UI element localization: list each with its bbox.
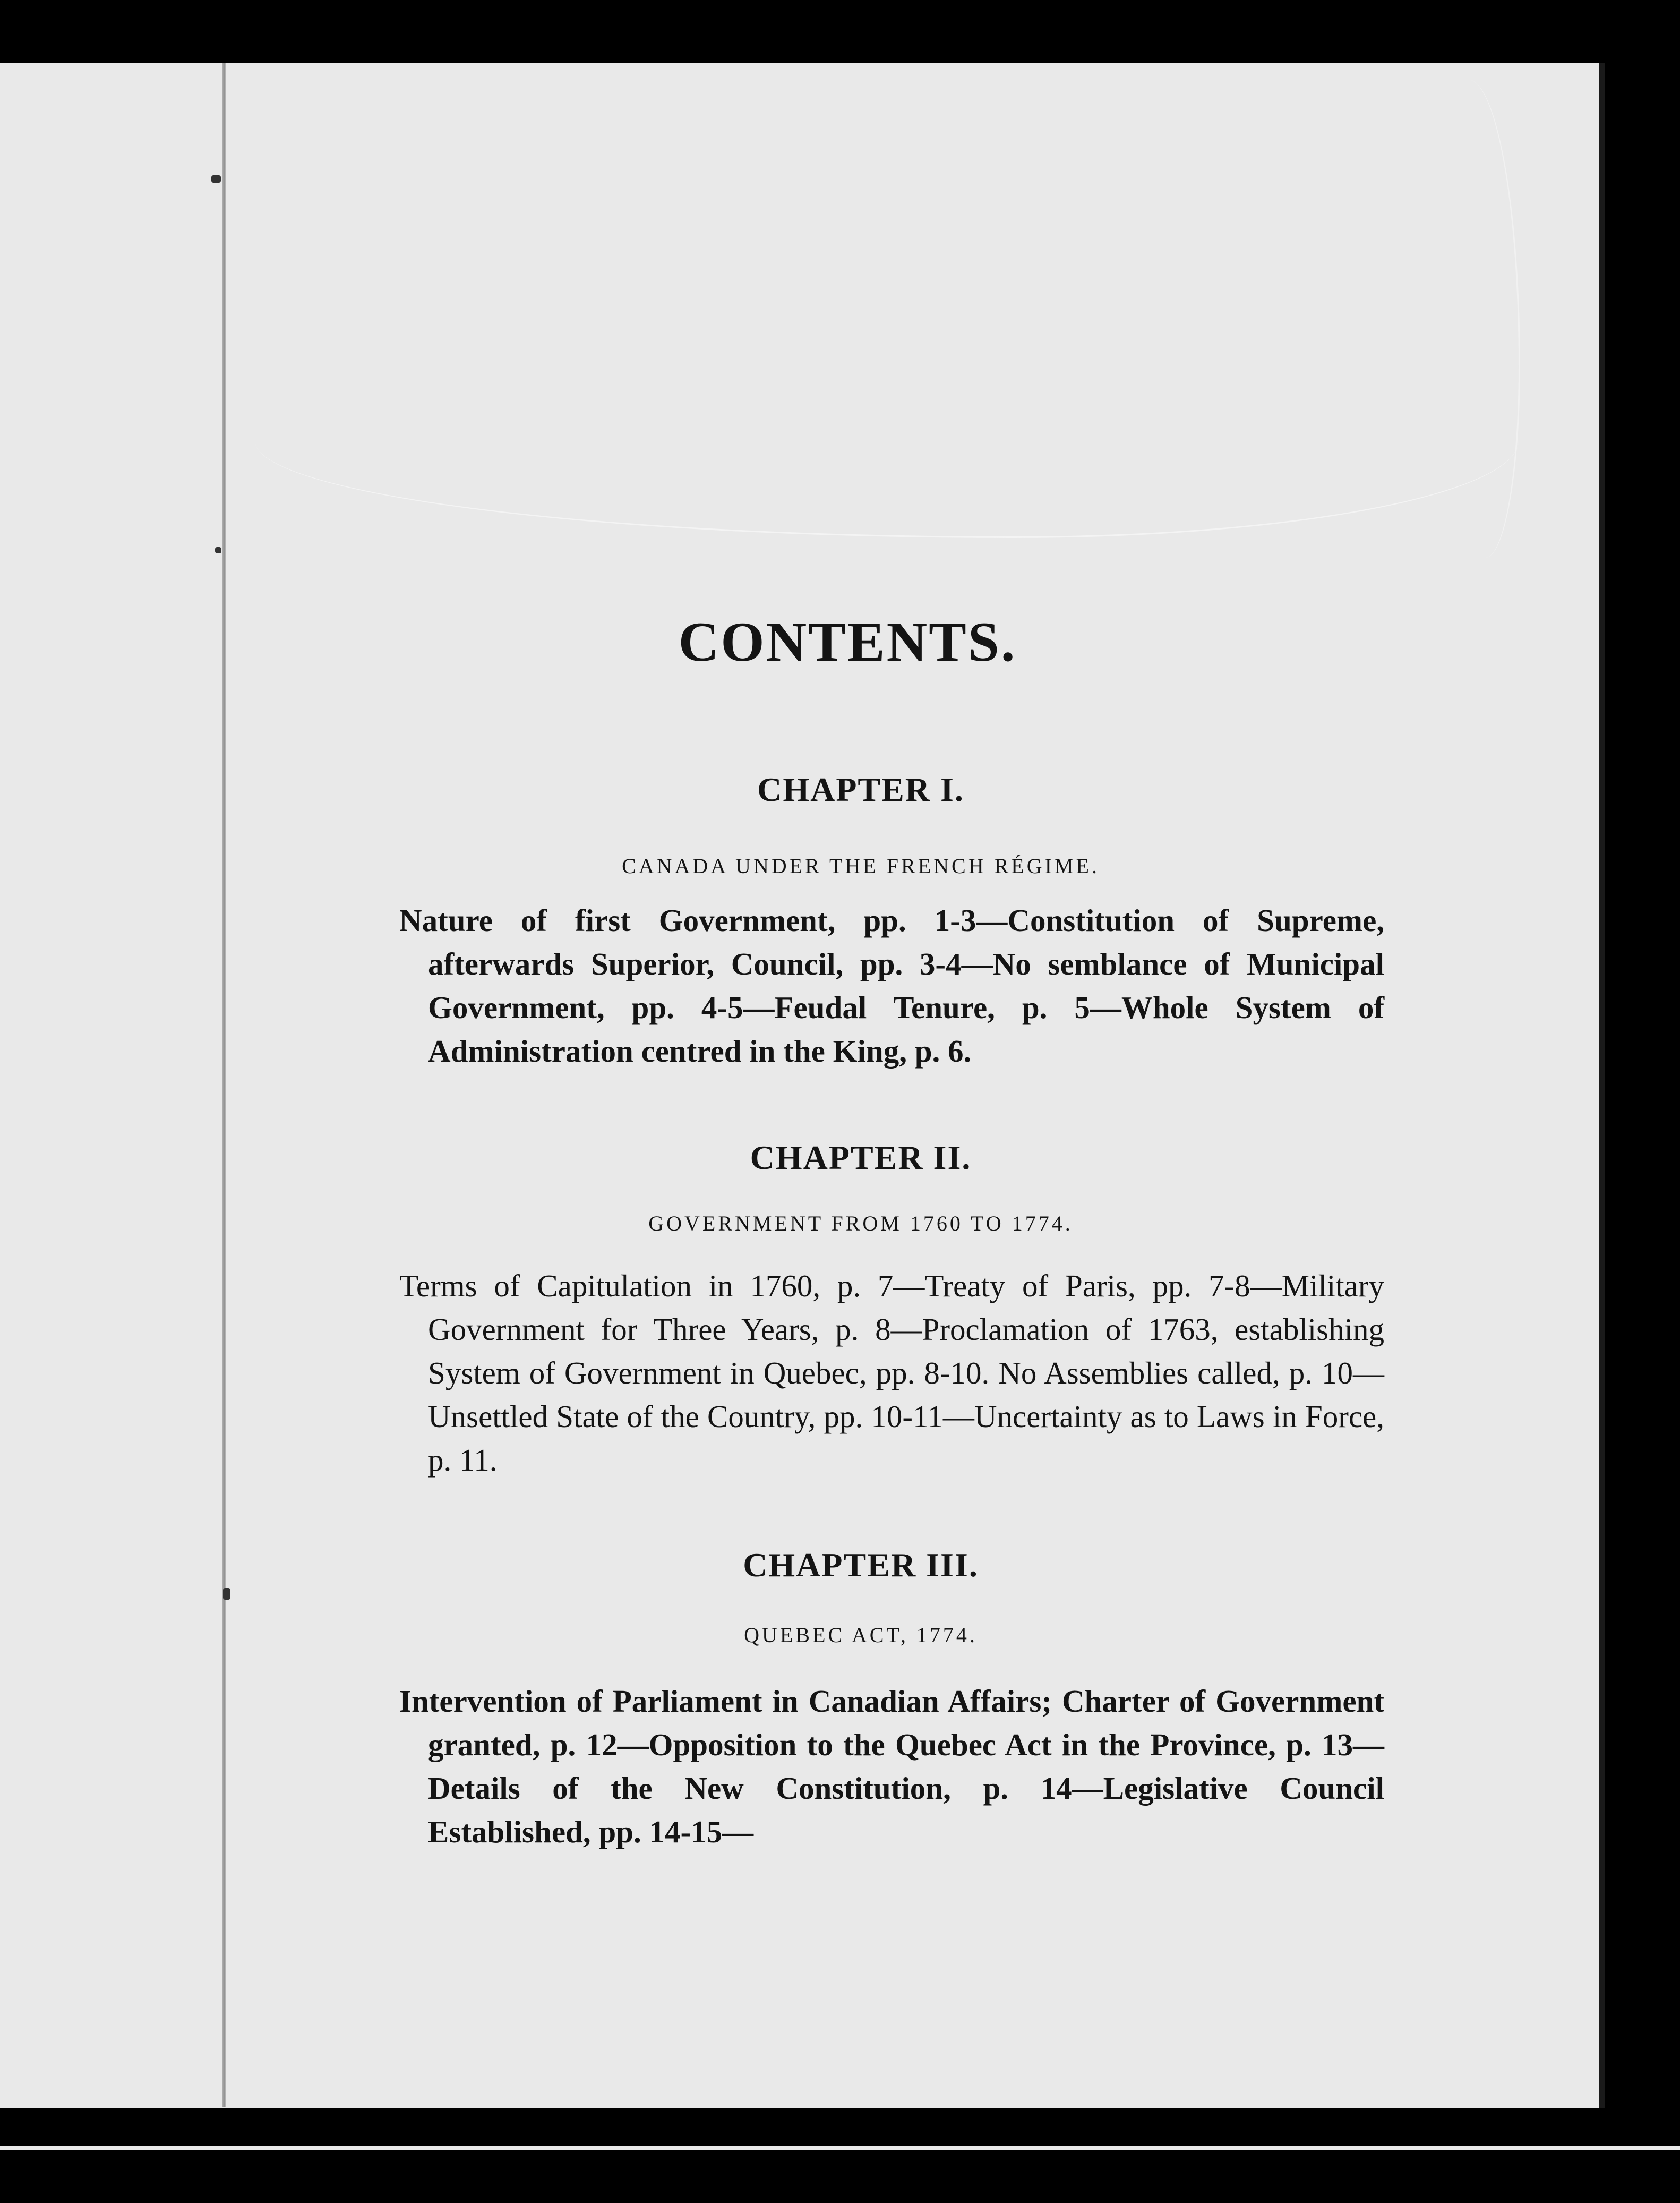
scan-bottom-border [0,2146,1680,2203]
chapter-2-subtitle: GOVERNMENT FROM 1760 TO 1774. [648,1211,1073,1235]
chapter-2-summary: Terms of Capitulation in 1760, p. 7—Treaty of Paris, pp. 7-8—Military Government for Three Years, p. 8—Proclamation of 1763, establishing System of Government in Quebec, pp. 8-10. No Assemblies called, p. 10—Unsettled State of the Country, pp. 10-11—Uncertainty as to Laws in Force, p. 11. [399,1268,1384,1478]
gutter-mark [223,1588,230,1600]
page-gutter [222,63,226,2107]
chapter-3-summary: Intervention of Parliament in Canadian Affairs; Charter of Government granted, p. 12—Opposition to the Quebec Act in the Province, p. 13—Details of the New Constitution, p. 14—Legislative Council Established, pp. 14-15— [399,1684,1384,1849]
chapter-1-subtitle: CANADA UNDER THE FRENCH RÉGIME. [622,854,1100,878]
page-title: CONTENTS. [678,611,1017,673]
chapter-1-summary: Nature of first Government, pp. 1-3—Constitution of Supreme, afterwards Superior, Council, pp. 3-4—No semblance of Municipal Government, pp. 4-5—Feudal Tenure, p. 5—Whole System of Administration centred in the King, p. 6. [399,903,1384,1069]
chapter-2-heading: CHAPTER II. [750,1139,972,1176]
chapter-3-subtitle: QUEBEC ACT, 1774. [744,1623,978,1647]
gutter-mark [211,175,221,183]
chapter-3-heading: CHAPTER III. [743,1546,979,1584]
gutter-mark [215,547,221,553]
chapter-1-heading: CHAPTER I. [757,771,964,808]
